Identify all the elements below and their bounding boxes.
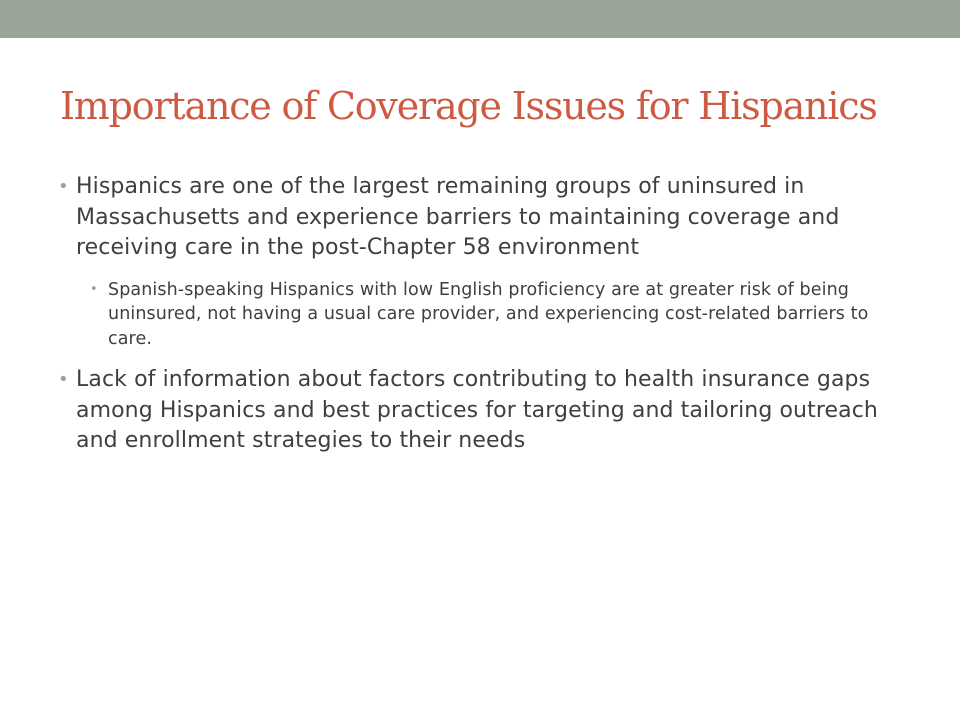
top-accent-band bbox=[0, 0, 960, 38]
slide-content bbox=[58, 172, 908, 457]
bullet-dot-icon: • bbox=[58, 176, 69, 197]
slide-title: Importance of Coverage Issues for Hispanics bbox=[60, 84, 877, 128]
bullet-dot-icon: • bbox=[58, 369, 69, 390]
bullet-dot-icon: • bbox=[90, 281, 98, 297]
bullet-text: Lack of information about factors contributing to health insurance gaps among Hispanics and best practices for targeting and tailoring outreach and enrollment strategies to their needs bbox=[76, 367, 878, 453]
bullet-text: Hispanics are one of the largest remaining groups of uninsured in Massachusetts and experience barriers to maintaining coverage and receiving care in the post-Chapter 58 environment bbox=[76, 174, 840, 260]
bullet-item bbox=[58, 365, 908, 457]
sub-bullet-item bbox=[90, 278, 908, 352]
sub-bullet-text: Spanish-speaking Hispanics with low English proficiency are at greater risk of being uninsured, not having a usual care provider, and experiencing cost-related barriers to care. bbox=[108, 279, 869, 349]
bullet-item bbox=[58, 172, 908, 264]
